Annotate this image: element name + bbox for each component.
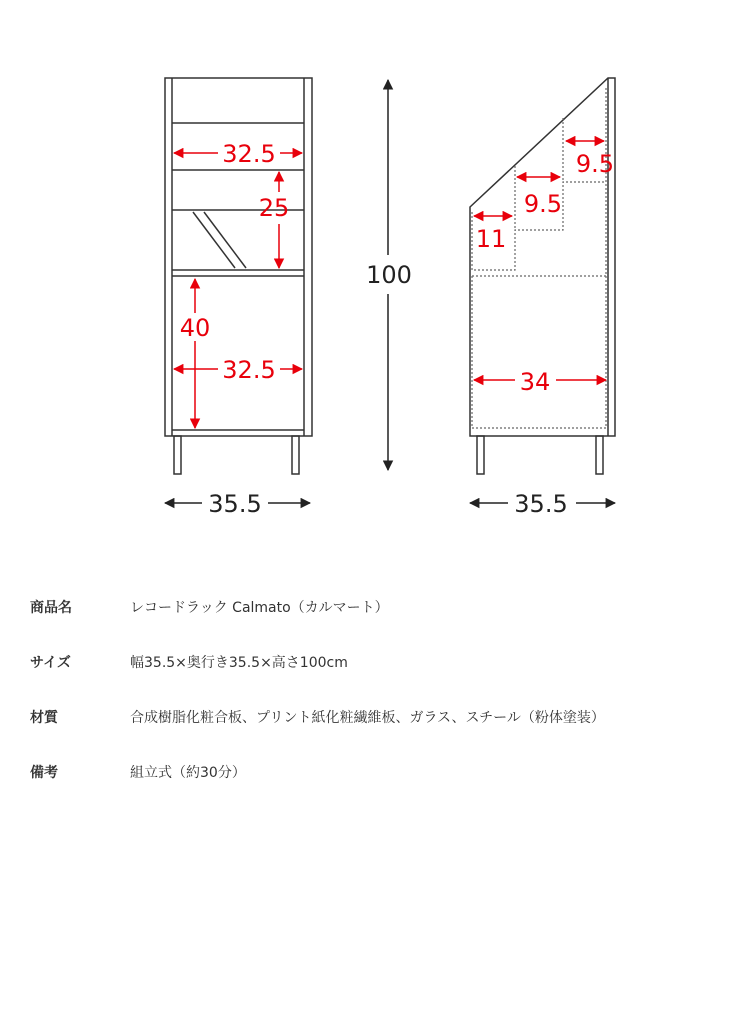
spec-key: サイズ <box>30 655 71 671</box>
step3-label: 9.5 <box>575 150 615 178</box>
front-glass-reflection-1 <box>193 212 235 268</box>
step2-label: 9.5 <box>523 190 563 218</box>
front-view <box>165 78 312 474</box>
spec-key: 備考 <box>30 765 58 781</box>
front-overall-width <box>165 490 310 518</box>
spec-row-size <box>0 652 740 682</box>
spec-value: 幅35.5×奥行き35.5×高さ100cm <box>130 655 348 671</box>
step1-label: 11 <box>475 225 507 253</box>
side-dimension-labels <box>476 150 614 396</box>
bottom-height-label: 40 <box>179 314 211 342</box>
side-overall-depth <box>470 490 615 518</box>
side-back-leg <box>596 436 603 474</box>
spec-key: 材質 <box>30 710 58 726</box>
overall-depth-label: 35.5 <box>514 490 568 518</box>
spec-row-material <box>0 707 740 737</box>
overall-width-label: 35.5 <box>208 490 262 518</box>
spec-value: レコードラック Calmato（カルマート） <box>130 600 389 616</box>
spec-value: 合成樹脂化粧合板、プリント紙化粧繊維板、ガラス、スチール（粉体塗装） <box>130 710 605 726</box>
height-label: 100 <box>366 261 412 289</box>
spec-row-notes <box>0 762 740 792</box>
top-height-label: 25 <box>258 194 290 222</box>
front-right-leg <box>292 436 299 474</box>
top-width-label: 32.5 <box>222 140 276 168</box>
spec-key: 商品名 <box>30 600 72 616</box>
spec-value: 組立式（約30分） <box>130 765 246 781</box>
side-front-leg <box>477 436 484 474</box>
height-dimension <box>366 80 412 470</box>
front-dimension-labels <box>180 140 290 384</box>
front-glass-reflection-2 <box>204 212 246 268</box>
front-left-leg <box>174 436 181 474</box>
bottom-width-label: 32.5 <box>222 356 276 384</box>
depth-label: 34 <box>519 368 551 396</box>
spec-row-product-name <box>0 597 740 627</box>
